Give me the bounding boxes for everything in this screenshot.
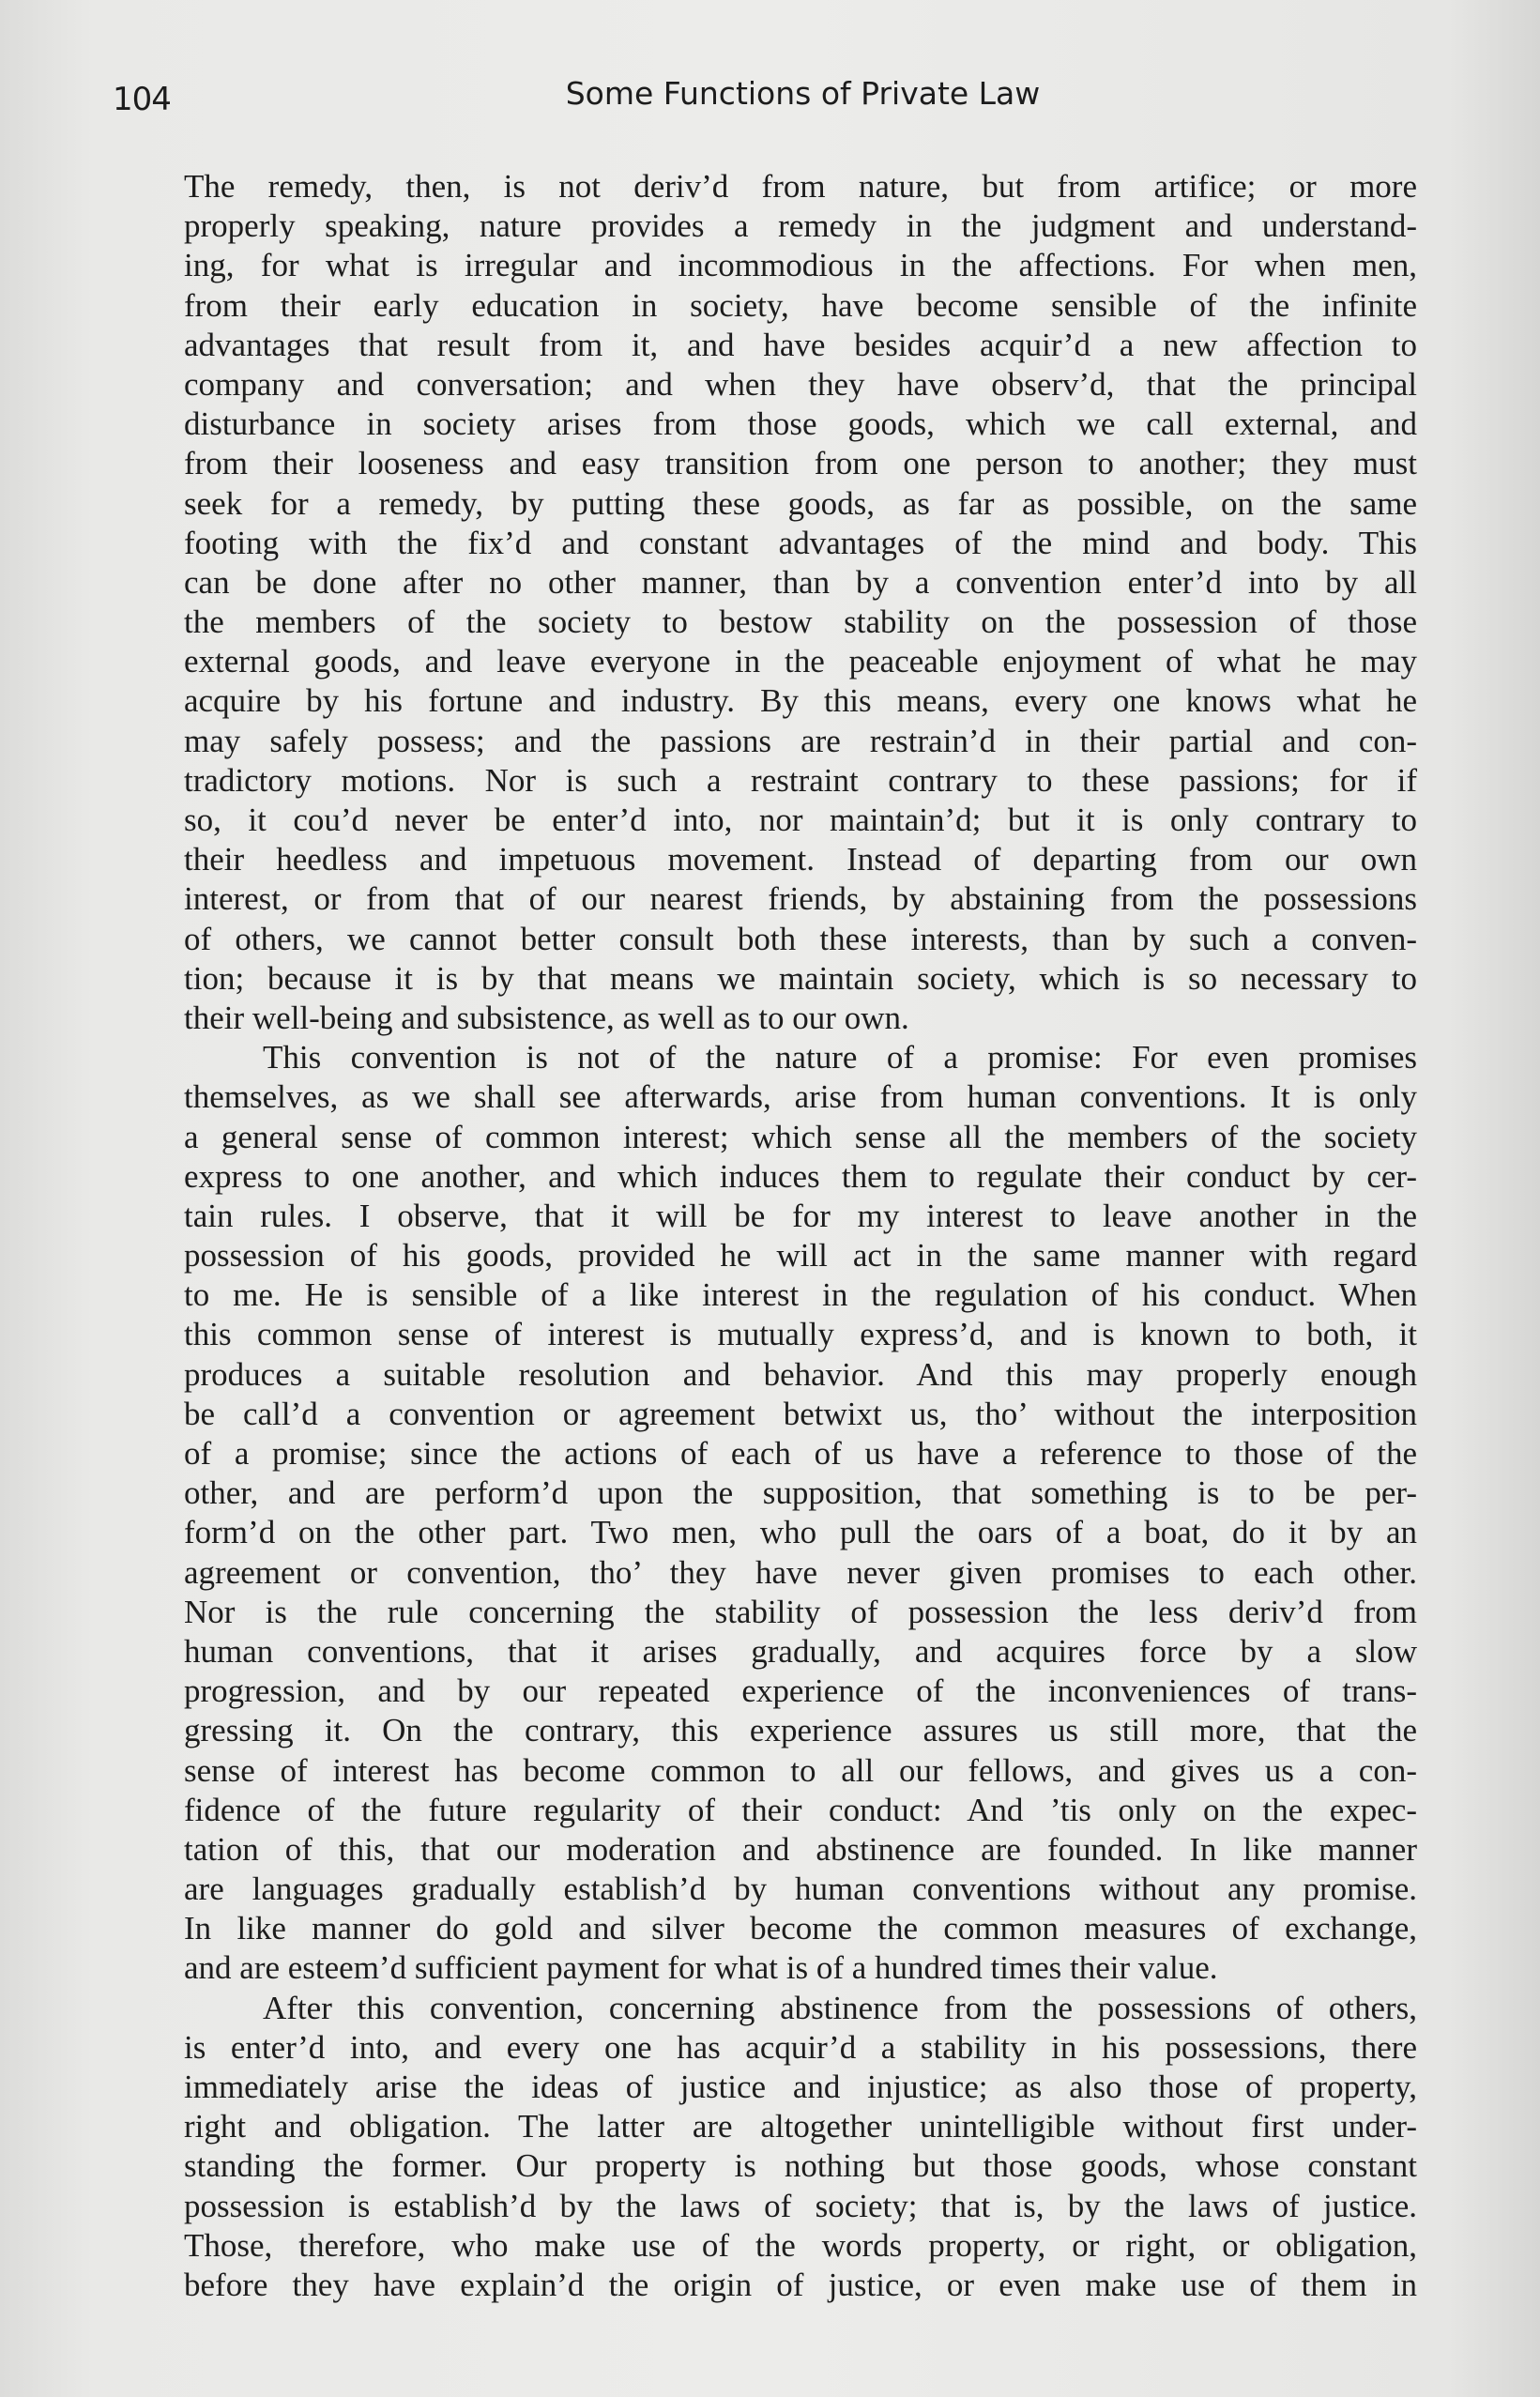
text-line: ing, for what is irregular and incommodious in the affections. For when men,: [184, 247, 1417, 284]
text-line: tradictory motions. Nor is such a restraint contrary to these passions; for if: [184, 761, 1417, 799]
running-head-title: Some Functions of Private Law: [565, 75, 1041, 112]
text-line: themselves, as we shall see afterwards, arise from human conventions. It is only: [184, 1078, 1417, 1116]
text-line: of others, we cannot better consult both these interests, than by such a conven-: [184, 920, 1417, 957]
text-line: from their early education in society, have become sensible of the infinite: [184, 286, 1417, 324]
text-line: disturbance in society arises from those goods, which we call external, and: [184, 405, 1417, 443]
text-line: produces a suitable resolution and behavior. And this may properly enough: [184, 1355, 1417, 1393]
text-line: before they have explain’d the origin of justice, or even make use of them in: [184, 2266, 1417, 2303]
text-line: can be done after no other manner, than by a convention enter’d into by all: [184, 563, 1417, 601]
text-line: may safely possess; and the passions are restrain’d in their partial and con-: [184, 722, 1417, 759]
text-line: right and obligation. The latter are altogether unintelligible without first under-: [184, 2108, 1417, 2145]
text-line: tation of this, that our moderation and abstinence are founded. In like manner: [184, 1830, 1417, 1868]
text-line: seek for a remedy, by putting these goods, as far as possible, on the same: [184, 484, 1417, 522]
page-number: 104: [113, 81, 171, 118]
text-line: possession is establish’d by the laws of society; that is, by the laws of justice.: [184, 2187, 1417, 2224]
text-line: sense of interest has become common to all our fellows, and gives us a con-: [184, 1751, 1417, 1789]
text-line: of a promise; since the actions of each of us have a reference to those of the: [184, 1435, 1417, 1472]
text-line: acquire by his fortune and industry. By this means, every one knows what he: [184, 682, 1417, 720]
text-line: In like manner do gold and silver become the common measures of exchange,: [184, 1910, 1417, 1947]
text-line: external goods, and leave everyone in the peaceable enjoyment of what he may: [184, 643, 1417, 680]
text-line: form’d on the other part. Two men, who pull the oars of a boat, do it by an: [184, 1514, 1417, 1551]
text-line: be call’d a convention or agreement betwixt us, tho’ without the interposition: [184, 1395, 1417, 1432]
text-line: so, it cou’d never be enter’d into, nor maintain’d; but it is only contrary to: [184, 802, 1417, 838]
text-line: fidence of the future regularity of their conduct: And ’tis only on the expec-: [184, 1791, 1417, 1828]
text-line: interest, or from that of our nearest friends, by abstaining from the possessions: [184, 880, 1417, 918]
text-line: tain rules. I observe, that it will be for my interest to leave another in the: [184, 1197, 1417, 1234]
text-line: This convention is not of the nature of a promise: For even promises: [263, 1039, 1417, 1076]
text-line: other, and are perform’d upon the supposition, that something is to be per-: [184, 1474, 1417, 1512]
text-line: standing the former. Our property is nothing but those goods, whose constant: [184, 2147, 1417, 2185]
text-line: human conventions, that it arises gradually, and acquires force by a slow: [184, 1632, 1417, 1670]
text-line: a general sense of common interest; which sense all the members of the society: [184, 1118, 1417, 1155]
paragraph: [184, 167, 1417, 1038]
text-line: footing with the fix’d and constant advantages of the mind and body. This: [184, 524, 1417, 561]
text-line: The remedy, then, is not deriv’d from nature, but from artifice; or more: [184, 168, 1417, 205]
text-line: possession of his goods, provided he will act in the same manner with regard: [184, 1237, 1417, 1275]
paragraph: [184, 1038, 1417, 1989]
text-line: company and conversation; and when they have observ’d, that the principal: [184, 365, 1417, 403]
text-line: and are esteem’d sufficient payment for what is of a hundred times their value.: [184, 1949, 1218, 1987]
text-line: to me. He is sensible of a like interest in the regulation of his conduct. When: [184, 1276, 1417, 1314]
paragraph: [184, 1989, 1417, 2306]
text-line: the members of the society to bestow stability on the possession of those: [184, 603, 1417, 641]
text-line: their well-being and subsistence, as well as to our own.: [184, 999, 909, 1036]
text-line: gressing it. On the contrary, this experience assures us still more, that the: [184, 1712, 1417, 1749]
text-line: their heedless and impetuous movement. Instead of departing from our own: [184, 841, 1417, 878]
text-line: this common sense of interest is mutually express’d, and is known to both, it: [184, 1316, 1417, 1353]
text-line: Nor is the rule concerning the stability of possession the less deriv’d from: [184, 1593, 1417, 1630]
text-line: from their looseness and easy transition from one person to another; they must: [184, 445, 1417, 482]
text-line: progression, and by our repeated experience of the inconveniences of trans-: [184, 1672, 1417, 1710]
text-line: advantages that result from it, and have besides acquir’d a new affection to: [184, 326, 1417, 363]
text-line: is enter’d into, and every one has acquir’d a stability in his possessions, there: [184, 2028, 1417, 2066]
text-line: properly speaking, nature provides a remedy in the judgment and understand-: [184, 207, 1417, 245]
text-line: are languages gradually establish’d by human conventions without any promise.: [184, 1870, 1417, 1908]
text-line: agreement or convention, tho’ they have never given promises to each other.: [184, 1553, 1417, 1591]
text-line: After this convention, concerning abstinence from the possessions of others,: [263, 1989, 1417, 2026]
text-line: immediately arise the ideas of justice and injustice; as also those of property,: [184, 2069, 1417, 2105]
text-line: tion; because it is by that means we maintain society, which is so necessary to: [184, 959, 1417, 997]
body-text: [184, 167, 1417, 2305]
text-line: Those, therefore, who make use of the words property, or right, or obligation,: [184, 2226, 1417, 2264]
text-line: express to one another, and which induces them to regulate their conduct by cer-: [184, 1157, 1417, 1195]
